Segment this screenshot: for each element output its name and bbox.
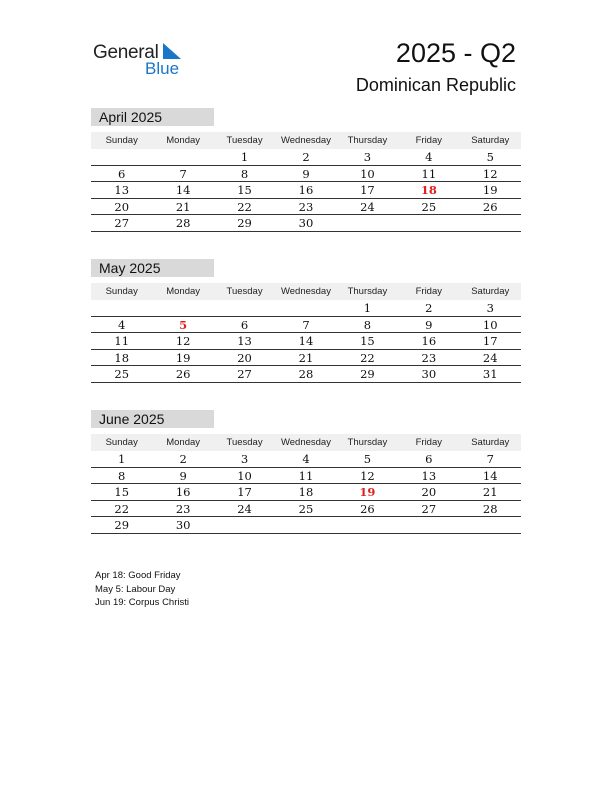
logo-blue-text: Blue xyxy=(145,59,180,78)
date-cell xyxy=(152,149,213,165)
date-cell: 22 xyxy=(114,501,130,516)
date-cell: 2 xyxy=(302,150,310,164)
date-cell xyxy=(152,300,213,316)
month-label: June 2025 xyxy=(91,410,214,428)
weekday-header: Sunday xyxy=(105,135,138,146)
date-cell xyxy=(91,300,152,316)
date-cell: 18 xyxy=(114,350,130,365)
date-cell: 7 xyxy=(486,452,494,466)
date-cell: 19 xyxy=(482,183,498,198)
date-cell: 1 xyxy=(118,452,126,466)
weekday-header: Monday xyxy=(166,286,201,297)
week-row xyxy=(91,333,521,350)
date-cell: 30 xyxy=(421,367,437,382)
month-label: April 2025 xyxy=(91,108,214,126)
holiday-notes xyxy=(95,569,189,610)
date-cell: 21 xyxy=(298,350,314,365)
date-cell: 15 xyxy=(114,485,130,500)
weekday-header: Saturday xyxy=(471,135,510,146)
date-cell: 3 xyxy=(486,301,494,315)
week-row xyxy=(91,199,521,216)
date-cell: 18 xyxy=(298,485,314,500)
date-cell: 11 xyxy=(421,166,437,181)
weekday-header: Friday xyxy=(415,286,443,297)
date-cell xyxy=(214,300,275,316)
date-cell: 9 xyxy=(425,317,433,332)
weekday-header: Thursday xyxy=(347,135,388,146)
week-row xyxy=(91,484,521,501)
weekday-header: Saturday xyxy=(471,286,510,297)
date-cell: 4 xyxy=(425,150,433,164)
week-row xyxy=(91,317,521,334)
date-cell: 14 xyxy=(482,468,498,483)
date-cell: 25 xyxy=(114,367,130,382)
weekday-header: Friday xyxy=(415,135,443,146)
date-cell: 8 xyxy=(363,317,372,332)
week-row xyxy=(91,182,521,199)
weekday-header: Saturday xyxy=(471,437,510,448)
holiday-date-cell: 18 xyxy=(420,183,437,198)
date-cell: 9 xyxy=(179,468,187,483)
weekday-header: Thursday xyxy=(347,437,388,448)
date-cell: 2 xyxy=(425,301,433,315)
date-cell: 6 xyxy=(118,166,126,181)
date-cell: 3 xyxy=(363,150,372,164)
date-cell: 5 xyxy=(486,150,494,164)
date-cell: 22 xyxy=(237,199,252,214)
date-cell: 27 xyxy=(237,367,252,382)
weekday-header: Friday xyxy=(415,437,443,448)
date-cell: 30 xyxy=(175,518,191,533)
week-row xyxy=(91,350,521,367)
week-row xyxy=(91,300,521,317)
date-cell xyxy=(275,517,336,533)
date-cell: 8 xyxy=(240,166,249,181)
date-cell: 24 xyxy=(360,199,375,214)
week-row xyxy=(91,366,521,383)
date-cell: 31 xyxy=(482,367,498,382)
month-may xyxy=(91,259,521,383)
date-cell: 13 xyxy=(421,468,437,483)
date-cell xyxy=(460,215,521,231)
week-row xyxy=(91,517,521,534)
date-cell: 21 xyxy=(175,199,191,214)
date-cell: 29 xyxy=(360,367,375,382)
date-cell: 14 xyxy=(175,183,191,198)
date-cell: 23 xyxy=(298,199,314,214)
week-row xyxy=(91,166,521,183)
date-cell: 20 xyxy=(114,199,130,214)
date-cell: 24 xyxy=(237,501,252,516)
weekday-header: Tuesday xyxy=(226,286,263,297)
date-cell: 13 xyxy=(114,183,130,198)
date-cell: 1 xyxy=(363,301,372,315)
date-cell: 12 xyxy=(360,468,375,483)
date-cell: 4 xyxy=(118,317,126,332)
date-cell: 26 xyxy=(360,501,375,516)
date-cell: 20 xyxy=(421,485,437,500)
generalblue-logo xyxy=(93,40,193,80)
date-cell: 25 xyxy=(298,501,314,516)
date-cell: 5 xyxy=(363,452,372,466)
date-cell: 29 xyxy=(114,518,130,533)
date-cell: 26 xyxy=(482,199,498,214)
week-row xyxy=(91,468,521,485)
week-row xyxy=(91,215,521,232)
date-cell: 8 xyxy=(118,468,126,483)
weekday-header: Monday xyxy=(166,437,201,448)
weekday-header: Sunday xyxy=(105,286,138,297)
date-cell: 7 xyxy=(302,317,310,332)
date-cell: 2 xyxy=(179,452,187,466)
date-cell: 23 xyxy=(175,501,191,516)
date-cell: 21 xyxy=(482,485,498,500)
weekday-header: Tuesday xyxy=(226,437,263,448)
date-cell: 17 xyxy=(482,334,498,349)
holiday-note: Apr 18: Good Friday xyxy=(95,570,181,581)
date-cell: 28 xyxy=(175,216,191,231)
date-cell: 14 xyxy=(298,334,314,349)
date-cell: 17 xyxy=(360,183,375,198)
date-cell: 16 xyxy=(175,485,191,500)
date-cell xyxy=(91,149,152,165)
date-cell: 15 xyxy=(237,183,252,198)
weekday-header: Wednesday xyxy=(280,135,331,146)
weekday-header-row xyxy=(91,434,521,451)
date-cell: 10 xyxy=(237,468,252,483)
date-cell: 23 xyxy=(421,350,437,365)
weekday-header-row xyxy=(91,283,521,300)
holiday-date-cell: 19 xyxy=(359,485,376,500)
date-cell xyxy=(398,215,459,231)
date-cell: 3 xyxy=(240,452,249,466)
date-cell: 20 xyxy=(237,350,252,365)
date-cell: 26 xyxy=(175,367,191,382)
date-cell: 25 xyxy=(421,199,437,214)
date-cell: 12 xyxy=(482,166,498,181)
date-cell: 28 xyxy=(298,367,314,382)
holiday-note: May 5: Labour Day xyxy=(95,583,176,595)
date-cell xyxy=(460,517,521,533)
date-cell: 22 xyxy=(360,350,375,365)
date-cell: 19 xyxy=(175,350,191,365)
weekday-header: Tuesday xyxy=(226,135,263,146)
date-cell: 13 xyxy=(237,334,252,349)
date-cell: 28 xyxy=(482,501,498,516)
weekday-header: Wednesday xyxy=(280,286,331,297)
weekday-header: Sunday xyxy=(105,437,138,448)
date-cell: 29 xyxy=(237,216,252,231)
date-cell: 16 xyxy=(421,334,437,349)
date-cell xyxy=(275,300,336,316)
date-cell: 6 xyxy=(240,317,249,332)
date-cell: 15 xyxy=(360,334,375,349)
weekday-header: Monday xyxy=(166,135,201,146)
date-cell xyxy=(337,517,398,533)
holiday-note: Jun 19: Corpus Christi xyxy=(95,597,189,608)
week-row xyxy=(91,451,521,468)
date-cell: 27 xyxy=(114,216,130,231)
week-row xyxy=(91,501,521,518)
logo-general-text: General xyxy=(93,42,159,63)
week-row xyxy=(91,149,521,166)
weekday-header: Thursday xyxy=(347,286,388,297)
page-title: 2025 - Q2 xyxy=(395,38,516,68)
month-april xyxy=(91,108,521,232)
date-cell xyxy=(398,517,459,533)
date-cell: 27 xyxy=(421,501,437,516)
date-cell: 30 xyxy=(298,216,314,231)
date-cell: 11 xyxy=(114,334,130,349)
date-cell: 4 xyxy=(302,452,310,466)
date-cell: 12 xyxy=(175,334,191,349)
date-cell: 11 xyxy=(298,468,314,483)
date-cell xyxy=(337,215,398,231)
date-cell: 17 xyxy=(237,485,252,500)
month-label: May 2025 xyxy=(91,259,214,277)
country-name: Dominican Republic xyxy=(355,75,516,95)
date-cell: 10 xyxy=(360,166,375,181)
date-cell: 1 xyxy=(240,150,249,164)
date-cell: 16 xyxy=(298,183,314,198)
date-cell: 6 xyxy=(425,452,433,466)
date-cell: 10 xyxy=(482,317,498,332)
date-cell: 24 xyxy=(482,350,498,365)
date-cell: 7 xyxy=(179,166,187,181)
weekday-header: Wednesday xyxy=(280,437,331,448)
date-cell: 9 xyxy=(302,166,310,181)
date-cell xyxy=(214,517,275,533)
month-june xyxy=(91,410,521,534)
weekday-header-row xyxy=(91,132,521,149)
holiday-date-cell: 5 xyxy=(179,317,188,332)
